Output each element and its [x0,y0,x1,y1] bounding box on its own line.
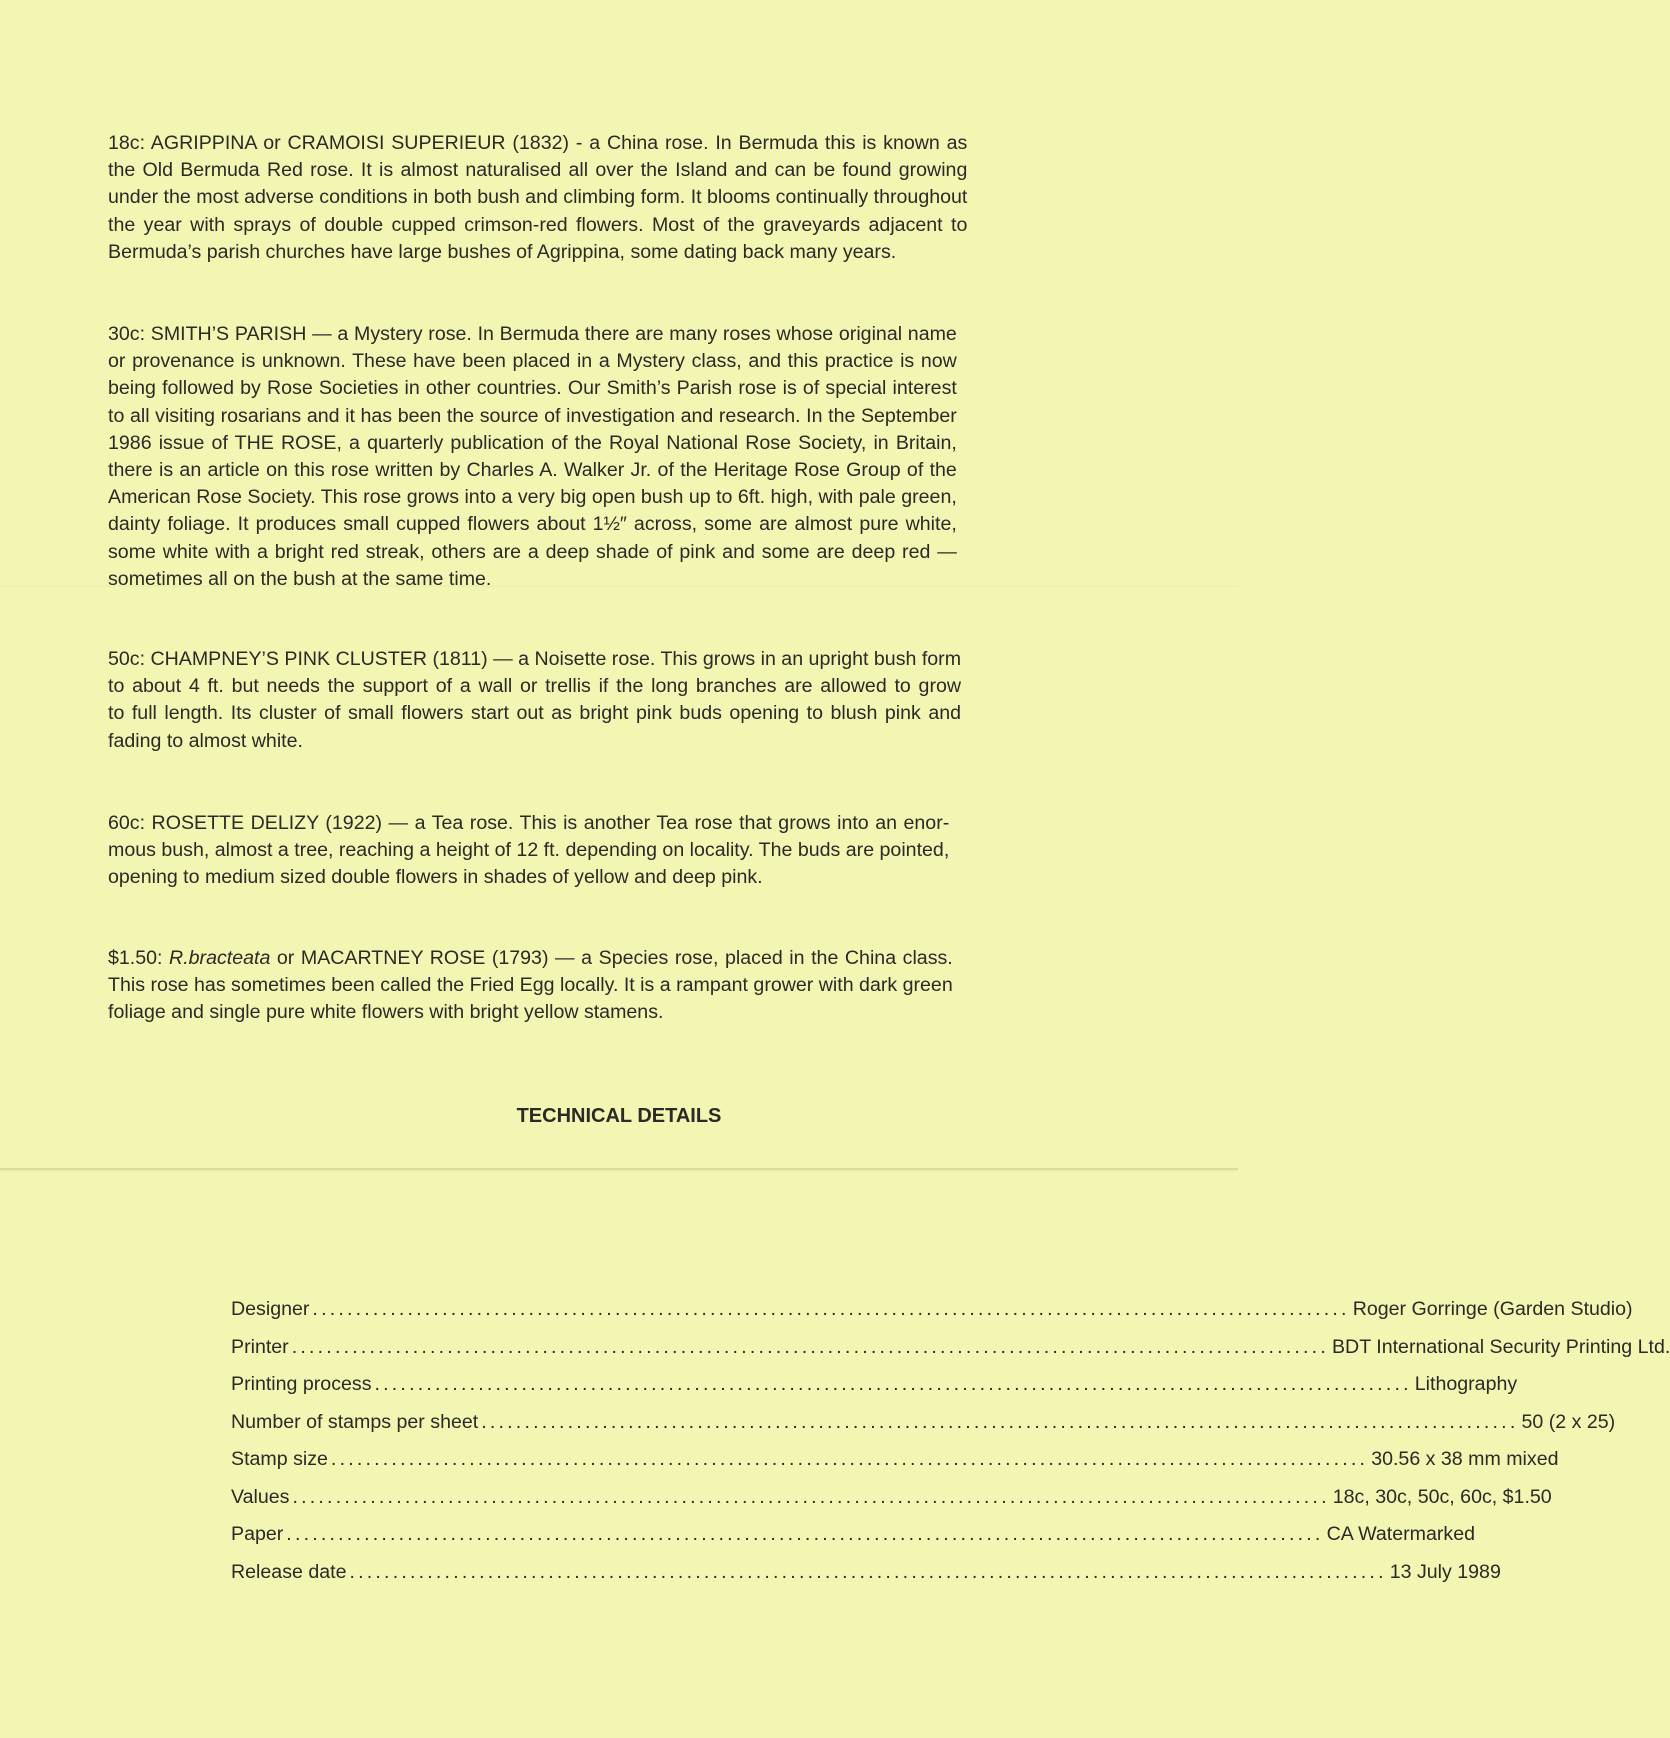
leader-dots: ........................................................................................................................ [374,1373,1412,1395]
text-line: the year with sprays of double cupped crimson-red flowers. Most of the graveyards adjacent to [108,213,968,236]
paragraph-30c-smiths-parish [108,321,957,593]
text-line: 18c: AGRIPPINA or CRAMOISI SUPERIEUR (1832) - a China rose. In Bermuda this is known as [108,132,968,154]
text-line: to full length. Its cluster of small flowers start out as bright pink buds opening to blush pink and [108,702,962,725]
paper-fold-line [0,1168,1238,1170]
detail-row-release-date [231,1560,1501,1599]
text-line: there is an article on this rose written by Charles A. Walker Jr. of the Heritage Rose Group of the [108,459,957,482]
detail-row-stamp-size [231,1448,1559,1486]
text-line: This rose has sometimes been called the Fried Egg locally. It is a rampant grower with dark green [108,974,953,997]
leader-dots: ........................................................................................................................ [286,1523,1324,1545]
text-line: $1.50: R.bracteata or MACARTNEY ROSE (1793) — a Species rose, placed in the China class. [108,947,953,969]
detail-value: 13 July 1989 [1389,1560,1501,1583]
text-line: foliage and single pure white flowers with bright yellow stamens. [108,1001,664,1024]
detail-value: Roger Gorringe (Garden Studio) [1352,1298,1633,1320]
text-line: American Rose Society. This rose grows into a very big open bush up to 6ft. high, with pale green, [108,486,957,509]
paragraph-50c-champneys-pink-cluster [108,646,961,755]
leader-dots: ........................................................................................................................ [349,1560,1387,1583]
detail-row-printing-process [231,1373,1518,1411]
species-name: R.bracteata [169,947,271,969]
detail-value: Lithography [1414,1373,1518,1395]
text-line: under the most adverse conditions in both bush and climbing form. It blooms continually throughout [108,186,968,209]
detail-label: Designer [231,1298,310,1320]
text-line: dainty foliage. It produces small cupped flowers about 1½″ across, some are almost pure white, [108,513,957,536]
detail-label: Printer [231,1335,289,1358]
text-line: being followed by Rose Societies in other countries. Our Smith’s Parish rose is of special interest [108,377,957,400]
detail-value: 50 (2 x 25) [1521,1410,1616,1433]
leader-dots: ........................................................................................................................ [330,1448,1369,1470]
text-line: 60c: ROSETTE DELIZY (1922) — a Tea rose. This is another Tea rose that grows into an enor- [108,812,950,834]
leader-dots: ........................................................................................................................ [291,1335,1329,1358]
leader-dots: ........................................................................................................................ [312,1298,1350,1320]
detail-label: Release date [231,1560,347,1583]
text-line: to about 4 ft. but needs the support of a wall or trellis if the long branches are allowed to grow [108,675,962,698]
text-line: 1986 issue of THE ROSE, a quarterly publication of the Royal National Rose Society, in Britain, [108,431,957,454]
detail-label: Printing process [231,1373,372,1395]
detail-value: CA Watermarked [1326,1523,1476,1545]
text-line: opening to medium sized double flowers in shades of yellow and deep pink. [108,866,763,889]
text-line: some white with a bright red streak, others are a deep shade of pink and some are deep red — [108,540,957,563]
text-line: 30c: SMITH’S PARISH — a Mystery rose. In Bermuda there are many roses whose original name [108,323,957,345]
detail-row-stamps-per-sheet [231,1410,1616,1449]
paragraph-150-macartney-rose [108,945,953,1027]
detail-row-values [231,1485,1552,1524]
detail-row-printer [231,1335,1670,1374]
technical-details-list [231,1298,1670,1598]
text-line: or provenance is unknown. These have been placed in a Mystery class, and this practice is now [108,350,957,373]
detail-label: Paper [231,1523,284,1545]
text-line: the Old Bermuda Red rose. It is almost naturalised all over the Island and can be found growing [108,159,968,182]
leader-dots: ........................................................................................................................ [292,1485,1330,1508]
detail-value: 18c, 30c, 50c, 60c, $1.50 [1332,1485,1552,1508]
text-line: 50c: CHAMPNEY’S PINK CLUSTER (1811) — a Noisette rose. This grows in an upright bush form [108,648,962,670]
paragraph-60c-rosette-delizy [108,810,949,892]
leader-dots: ........................................................................................................................ [481,1410,1519,1433]
detail-label: Stamp size [231,1448,328,1470]
detail-value: BDT International Security Printing Ltd. [1331,1335,1670,1358]
paragraph-18c-agrippina [108,130,967,266]
detail-label: Values [231,1485,290,1508]
text-line: fading to almost white. [108,729,303,752]
technical-details-heading: TECHNICAL DETAILS [516,1105,722,1127]
text-line: mous bush, almost a tree, reaching a height of 12 ft. depending on locality. The buds are pointed, [108,839,950,862]
text-line: to all visiting rosarians and it has been the source of investigation and research. In the September [108,404,957,427]
detail-row-paper [231,1523,1476,1561]
detail-label: Number of stamps per sheet [231,1410,479,1433]
detail-value: 30.56 x 38 mm mixed [1371,1448,1559,1470]
detail-row-designer [231,1298,1633,1336]
text-line: Bermuda’s parish churches have large bushes of Agrippina, some dating back many years. [108,240,897,263]
text-line: sometimes all on the bush at the same time. [108,567,492,590]
